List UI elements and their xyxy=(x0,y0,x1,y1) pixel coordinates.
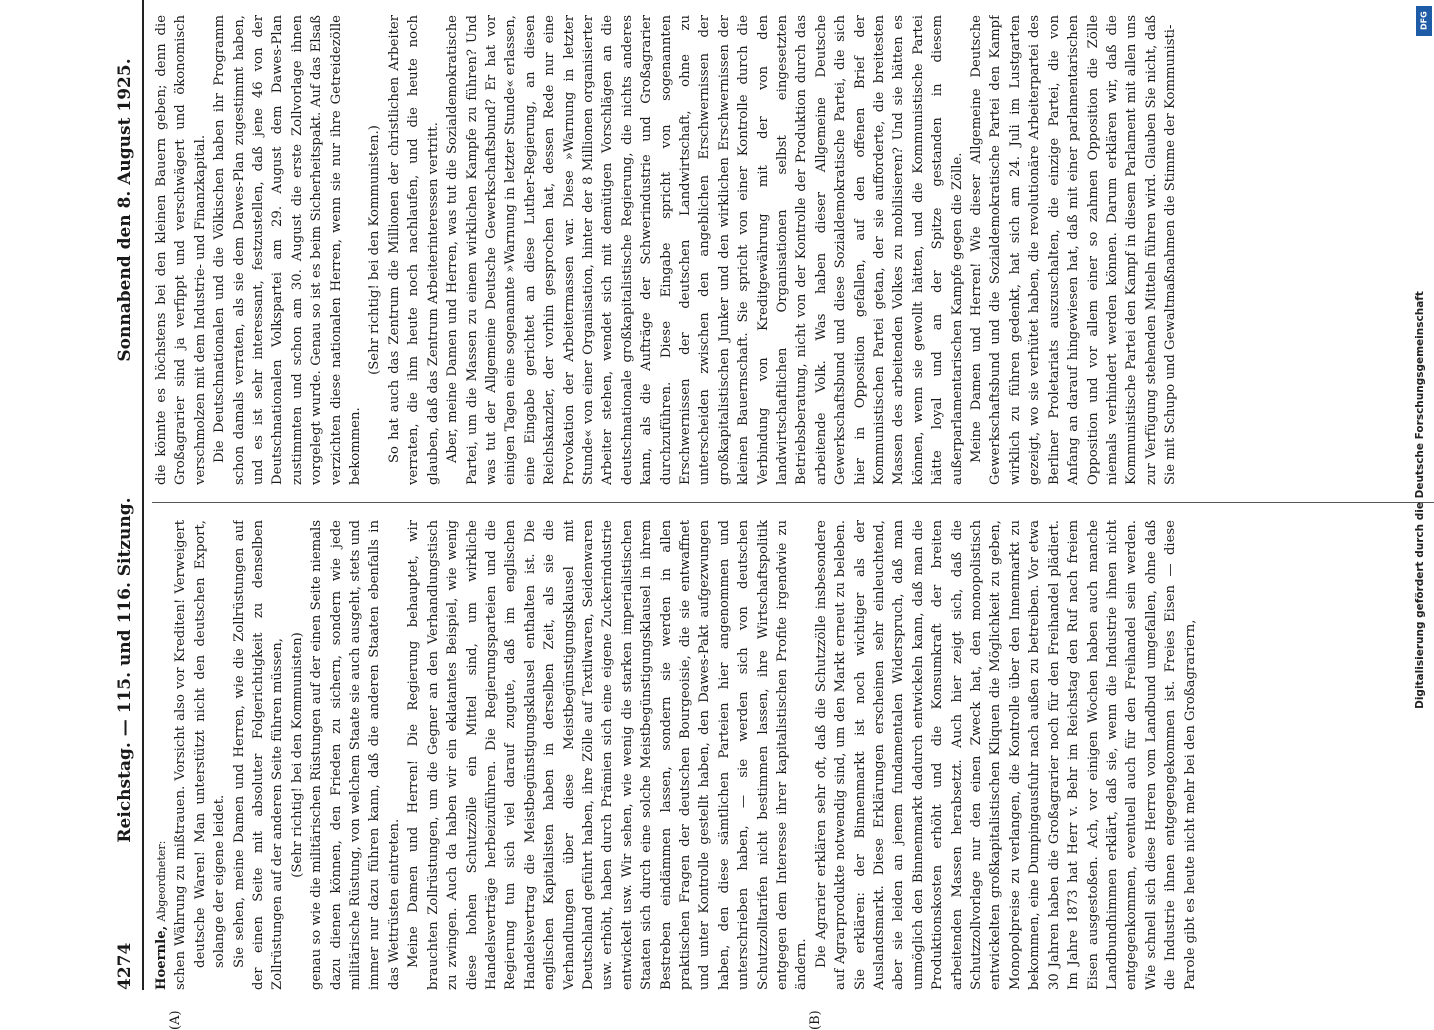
right-column xyxy=(152,15,1434,485)
left-paragraph: Sie sehen, meine Damen und Herren, wie die Zollrüstungen auf der einen Seite mit absoluter Folgerichtigkeit zu denselben Zollrüstungen auf der anderen Seite führen müssen, xyxy=(231,520,286,990)
right-paragraph: Meine Damen und Herren! Wie dieser Allgemeine Deutsche Gewerkschaftsbund und die Sozialdemokratische Partei den Kampf wirklich zu führen gedenkt, hat sich am 24. Juli im Lustgarten gezeigt, wo sie verhütet haben, die revolutionäre Arbeiterpartei des Berliner Proletariats auszuschalten, die einzige Partei, die von Anfang an darauf hingewiesen hat, daß mit einer parlamentarischen Opposition und vor allem einer so zahmen Opposition die Zölle niemals verhindert werden können. Darum erklären wir, daß die Kommunistische Partei den Kampf in diesem Parlament mit allen uns zur Verfügung stehenden Mitteln führen wird. Glauben Sie nicht, daß Sie mit Schupo und Gewaltmaßnahmen die Stimme der Kommunisti- xyxy=(969,15,1179,485)
speaker-line xyxy=(152,520,171,990)
session-title: Reichstag. — 115. und 116. Sitzung. xyxy=(115,497,135,843)
left-paragraph: Die Agrarier erklären sehr oft, daß die Schutzzölle insbesondere auf Agrarprodukte notwendig sind, um den Markt erneut zu beleben. Sie erklären: der Binnenmarkt ist noch wichtiger als der Auslandsmarkt. Diese Erklärungen erscheinen sehr einleuchtend, aber sie leiden an jenem fundamentalen Widerspruch, daß man unmöglich den Binnenmarkt dadurch entwickeln kann, daß man die Produktionskosten erhöht und die Konsumkraft der breiten arbeitenden Massen herabsetzt. Auch hier zeigt sich, daß die Schutzzollvorlage nur den einen Zweck hat, den monopolistisch entwickelten großkapitalistischen Kliquen die Möglichkeit zu geben, Monopolpreise zu verlangen, die Kontrolle über den Innenmarkt zu bekommen, eine Dumpingausfuhr nach außen zu betreiben. Vor etwa 30 Jahren haben die Großagrarier noch für den Freihandel plädiert. Im Jahre 1873 hat Herr v. Behr im Reichstag den Ruf nach freiem Eisen ausgestoßen. Ach, vor einigen Wochen haben auch manche Landbundhimmen erklärt, daß sie, wenn die Industrie ihnen nicht entgegenkommen, eventuell auch für den Freihandel sein werden. Wie schnell sich diese Herren vom Landbund umgefallen, ohne daß die Industrie ihnen entgegengekommen ist. Freies Eisen — diese Parole gibt es heute nicht mehr bei den Großagrariern, xyxy=(813,520,1198,990)
session-date: Sonnabend den 8. August 1925. xyxy=(115,58,135,362)
scanned-page xyxy=(108,0,1434,1030)
right-paragraph: So hat auch das Zentrum die Millionen der christlichen Arbeiter verraten, die ihm heute noch nachlaufen, und die heute noch glauben, daß das Zentrum Arbeiterinteressen vertritt. xyxy=(386,15,441,485)
digitization-credit xyxy=(1410,0,1430,1000)
column-divider xyxy=(152,502,1434,503)
left-paragraph: genau so wie die militärischen Rüstungen auf der einen Seite niemals dazu dienen können, den Frieden zu sichern, sondern wie jede militärische Rüstung, von welchem Staate sie auch ausgeht, stets und immer nur dazu führen kann, daß die anderen Staaten ebenfalls in das Wettrüsten eintreten. xyxy=(309,520,402,990)
right-paragraph: Die Deutschnationalen und die Völkischen haben ihr Programm schon damals verraten, als sie dem Dawes-Plan zugestimmt haben, und es ist sehr interessant, festzustellen, daß jene 46 von der Deutschnationalen Volkspartei am 29. August dem Dawes-Plan zustimmten und schon am 30. August die erste Zollvorlage ihnen vorgelegt wurde. Genau so ist es beim Sicherheitspakt. Auf das Elsaß verzichten diese nationalen Herren, wenn sie nur ihre Getreidezölle bekommen. xyxy=(212,15,364,485)
speaker-name: Hoernle, xyxy=(154,925,169,990)
interjection: (Sehr richtig! bei den Kommunisten) xyxy=(289,632,305,878)
left-paragraph: schen Währung zu mißtrauen. Vorsicht also vor Krediten! Verweigert deutsche Waren! Man unterstützt nicht den deutschen Export, solange der eigene leidet. xyxy=(173,520,228,990)
right-paragraph: Aber, meine Damen und Herren, was tut die Sozialdemokratische Partei, um die Massen zu einem wirklichen Kampfe zu führen? Und was tut der Allgemeine Deutsche Gewerkschaftsbund? Er hat vor einigen Tagen eine sogenannte »Warnung in letzter Stunde« erlassen, eine Eingabe gerichtet an diese Luther-Regierung, an diesen Reichskanzler, der vorhin gesprochen hat, dessen Rede nur eine Provokation der Arbeitermassen war. Diese »Warnung in letzter Stunde« von einer Organisation, hinter der 8 Millionen organisierter Arbeiter stehen, wendet sich mit demütigen Vorschlägen an die deutschnationale großkapitalistische Regierung, die nichts anderes kann, als die Aufträge der Schwerindustrie und Großagrarier durchzuführen. Diese Eingabe spricht von sogenannten Erschwernissen der deutschen Landwirtschaft, ohne zu unterscheiden zwischen den angeblichen Erschwernissen der großkapitalistischen Junker und den wirklichen Erschwernissen der kleinen Bauernschaft. Sie spricht von einer Kontrolle durch die Verbindung von Kreditgewährung mit der von den landwirtschaftlichen Organisationen selbst eingesetzten Betriebsberatung, nicht von der Kontrolle der Produktion durch das arbeitende Volk. Was haben dieser Allgemeine Deutsche Gewerkschaftsbund und diese Sozialdemokratische Partei, die sich hier in Opposition gefallen, auf den offenen Brief der Kommunistischen Partei getan, der sie aufforderte, die breitesten Massen des arbeitenden Volkes zu mobilisieren? Und sie hätten es können, wenn sie gewollt hätten, und die Kommunistische Partei hätte loyal und an der Spitze gestanden in diesem außerparlamentarischen Kampfe gegen die Zölle. xyxy=(445,15,965,485)
digitization-credit-text: Digitalisierung gefördert durch die Deutsche Forschungsgemeinschaft xyxy=(1414,291,1426,709)
left-column xyxy=(152,520,1434,990)
margin-mark-b: (B) xyxy=(808,1010,823,1030)
left-paragraph: Meine Damen und Herren! Die Regierung behauptet, wir brauchten Zollrüstungen, um die Gegner an den Verhandlungstisch zu zwingen. Auch da haben wir ein eklatantes Beispiel, wie wenig diese hohen Schutzzölle ein Mittel sind, um wirkliche Handelsverträge herbeizuführen. Die Regierungsparteien und die Regierung tun sich viel darauf zugute, daß im englischen Handelsvertrag die Meistbegünstigungsklausel enthalten ist. Die englischen Kapitalisten haben in derselben Zeit, als sie die Verhandlungen über diese Meistbegünstigungsklausel mit Deutschland geführt haben, ihre Zölle auf Textilwaren, Seidenwaren usw. erhöht, haben durch Prämien sich eine eigene Zuckerindustrie entwickelt usw. Wir sehen, wie wenig die starken imperialistischen Staaten sich durch eine solche Meistbegünstigungsklausel in ihrem Bestreben eindämmen lassen, sondern sie werden in allen praktischen Fragen der deutschen Bourgeoisie, die sie entwaffnet und unter Kontrolle gestellt haben, den Dawes-Pakt aufgezwungen haben, den diese sämtlichen Parteien hier angenommen und unterschrieben haben, — sie werden sich von deutschen Schutzzolltarifen nicht bestimmen lassen, ihre Wirtschaftspolitik entgegen dem Interesse ihrer kapitalistischen Profite irgendwie zu ändern. xyxy=(406,520,810,990)
dfg-logo: DFG xyxy=(1416,6,1432,36)
interjection: (Sehr richtig! bei den Kommunisten.) xyxy=(367,125,383,375)
running-head xyxy=(108,0,142,990)
page-number: 4274 xyxy=(115,942,135,990)
header-rule xyxy=(142,0,144,990)
speaker-role: Abgeordneter: xyxy=(155,840,168,922)
margin-mark-a: (A) xyxy=(168,1010,183,1030)
right-paragraph: die könnte es höchstens bei den kleinen Bauern geben; denn die Großagrarier sind ja verfippt und verschwägert und ökonomisch verschmolzen mit dem Industrie- und Finanzkapital. xyxy=(154,15,208,485)
